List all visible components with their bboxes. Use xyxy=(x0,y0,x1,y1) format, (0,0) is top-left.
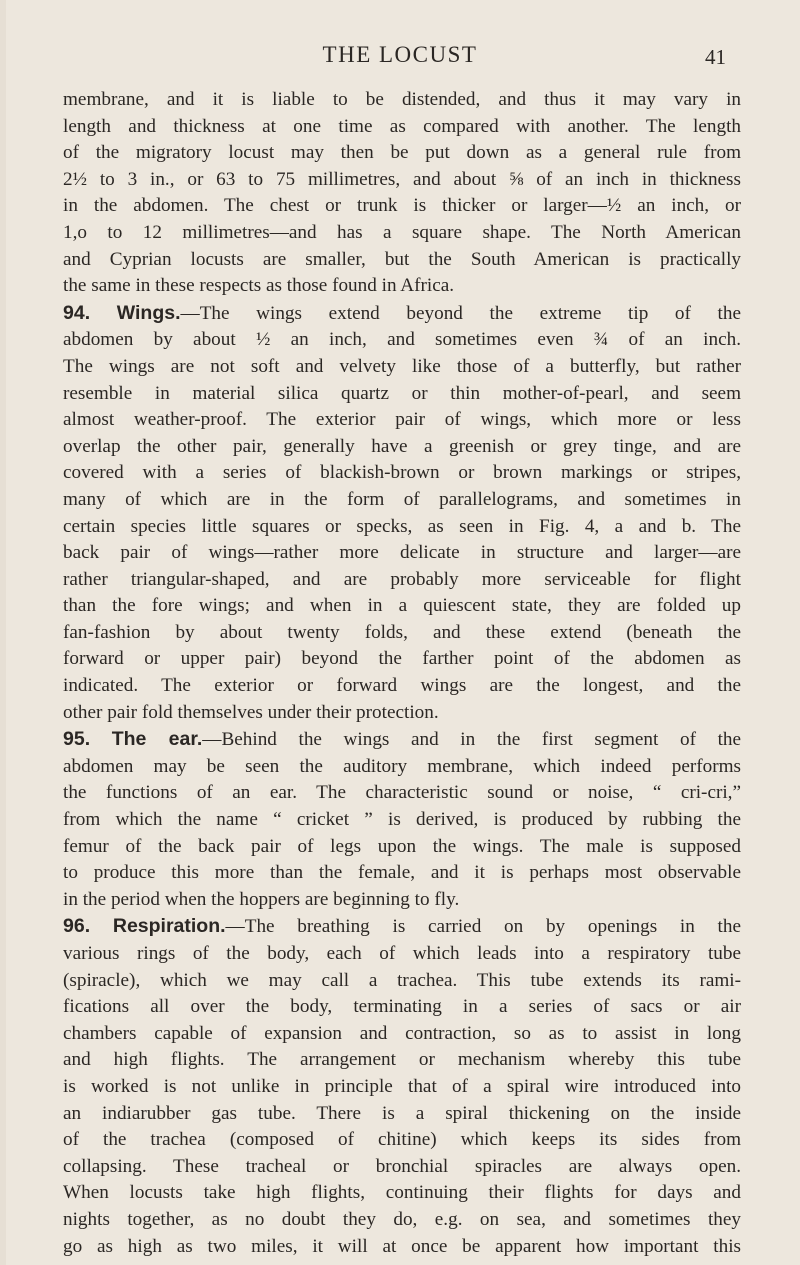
text-line: overlap the other pair, generally have a greenish or grey tinge, and are xyxy=(63,435,741,457)
text-line: chambers capable of expansion and contraction, so as to assist in long xyxy=(63,1022,741,1044)
text-line: back pair of wings—rather more delicate in structure and larger—are xyxy=(63,542,741,564)
text-line: When locusts take high flights, continuing their flights for days and xyxy=(63,1182,741,1204)
section-heading: Respiration. xyxy=(112,915,226,938)
text-line: fications all over the body, terminating in a series of sacs or air xyxy=(63,996,741,1018)
page-edge-shadow xyxy=(0,0,6,1265)
text-line: femur of the back pair of legs upon the wings. The male is supposed xyxy=(63,835,741,857)
text-line: the same in these respects as those found in Africa. xyxy=(63,275,455,297)
text-line: go as high as two miles, it will at once be apparent how important this xyxy=(63,1235,741,1257)
text-line: certain species little squares or specks, as seen in Fig. 4, a and b. The xyxy=(63,515,741,537)
section-number: 94. xyxy=(63,301,91,324)
text-line: various rings of the body, each of which leads into a respiratory tube xyxy=(63,943,741,964)
text-line: many of which are in the form of parallelograms, and sometimes in xyxy=(63,488,741,510)
section-lead-text: —The breathing is carried on by openings in the xyxy=(225,916,741,938)
text-line: the functions of an ear. The characteristic sound or noise, “ cri-cri,” xyxy=(63,782,741,804)
text-line: covered with a series of blackish-brown or brown markings or stripes, xyxy=(63,462,741,484)
text-line: of the migratory locust may then be put down as a general rule from xyxy=(63,142,741,164)
paragraph-continuation xyxy=(63,87,741,300)
section-respiration xyxy=(63,913,741,1260)
section-wings xyxy=(63,300,741,727)
text-line xyxy=(63,726,741,754)
text-line: 2½ to 3 in., or 63 to 75 millimetres, and about ⅝ of an inch in thickness xyxy=(63,168,741,190)
text-line: abdomen by about ½ an inch, and sometimes even ¾ of an inch. xyxy=(63,329,741,351)
text-line: an indiarubber gas tube. There is a spiral thickening on the inside xyxy=(63,1102,741,1124)
text-line: than the fore wings; and when in a quiescent state, they are folded up xyxy=(63,595,741,617)
text-line: from which the name “ cricket ” is derived, is produced by rubbing the xyxy=(63,809,741,831)
text-line: length and thickness at one time as compared with another. The length xyxy=(63,115,741,137)
text-line: of the trachea (composed of chitine) which keeps its sides from xyxy=(63,1129,741,1151)
text-line: and Cyprian locusts are smaller, but the South American is practically xyxy=(63,248,741,270)
text-line: in the period when the hoppers are beginning to fly. xyxy=(63,888,460,910)
section-ear xyxy=(63,726,741,913)
text-line: abdomen may be seen the auditory membrane, which indeed performs xyxy=(63,755,741,777)
text-line: and high flights. The arrangement or mechanism whereby this tube xyxy=(63,1049,741,1071)
text-line: resemble in material silica quartz or thin mother-of-pearl, and seem xyxy=(63,382,741,404)
text-line: membrane, and it is liable to be distended, and thus it may vary in xyxy=(63,89,741,110)
running-head: THE LOCUST xyxy=(322,42,478,67)
text-line: to produce this more than the female, and it is perhaps most observable xyxy=(63,862,741,884)
text-line: collapsing. These tracheal or bronchial spiracles are always open. xyxy=(63,1155,741,1177)
text-line: The wings are not soft and velvety like those of a butterfly, but rather xyxy=(63,355,741,377)
text-line: indicated. The exterior or forward wings are the longest, and the xyxy=(63,675,741,697)
text-line xyxy=(63,300,741,328)
section-lead-text: —The wings extend beyond the extreme tip of the xyxy=(180,302,741,324)
page-number: 41 xyxy=(705,45,726,69)
text-line xyxy=(63,913,741,941)
text-line: fan-fashion by about twenty folds, and these extend (beneath the xyxy=(63,621,741,643)
section-number: 96. xyxy=(63,915,91,938)
body-text xyxy=(63,87,741,1260)
text-line: (spiracle), which we may call a trachea. This tube extends its rami- xyxy=(63,969,741,991)
section-lead-text: —Behind the wings and in the first segment of the xyxy=(202,729,741,751)
text-line: rather triangular-shaped, and are probably more serviceable for flight xyxy=(63,568,741,590)
section-heading: Wings. xyxy=(116,301,181,324)
text-line: in the abdomen. The chest or trunk is thicker or larger—½ an inch, or xyxy=(63,195,741,217)
text-line: nights together, as no doubt they do, e.g. on sea, and sometimes they xyxy=(63,1208,741,1230)
text-line: other pair fold themselves under their protection. xyxy=(63,701,439,723)
text-line: 1,o to 12 millimetres—and has a square shape. The North American xyxy=(63,221,741,243)
section-heading: The ear. xyxy=(111,728,203,751)
text-line: forward or upper pair) beyond the farther point of the abdomen as xyxy=(63,648,741,670)
text-line: almost weather-proof. The exterior pair of wings, which more or less xyxy=(63,409,741,431)
section-number: 95. xyxy=(63,728,91,751)
text-line: is worked is not unlike in principle that of a spiral wire introduced into xyxy=(63,1075,741,1097)
